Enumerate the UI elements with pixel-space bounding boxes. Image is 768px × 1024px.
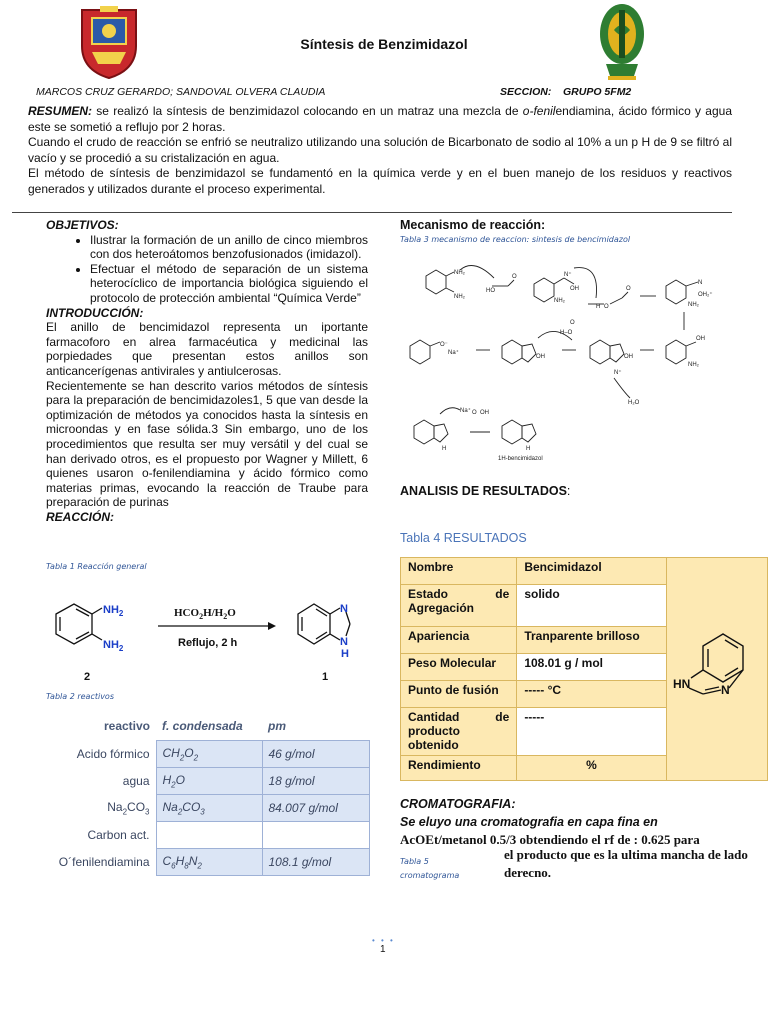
svg-text:O: O bbox=[570, 320, 575, 326]
cromatografia-line-2: AcOEt/metanol 0.5/3 obtendiendo el rf de : 0.625 para bbox=[400, 832, 700, 847]
seccion-value: GRUPO 5FM2 bbox=[563, 86, 632, 98]
svg-text:OH: OH bbox=[696, 336, 705, 342]
results-table bbox=[400, 557, 768, 781]
abstract-text-2: endiamina, ácido fórmico y agua este se sometió a reflujo por 2 horas. bbox=[28, 104, 733, 134]
result-value: Bencimidazol bbox=[517, 558, 666, 585]
objetivo-item: • Ilustrar la formación de un anillo de cinco miembros con dos heteroátomos benzofusionados (imidazol). bbox=[90, 233, 368, 262]
seccion-label: SECCION: bbox=[500, 86, 552, 98]
svg-text:N: N bbox=[698, 280, 703, 286]
result-label: Rendimiento bbox=[401, 756, 517, 781]
svg-text:O: O bbox=[472, 410, 477, 416]
cromatografia-heading: CROMATOGRAFIA: bbox=[400, 797, 516, 811]
table-row bbox=[401, 558, 768, 585]
introduccion-paragraph-1: El anillo de bencimidazol representa un iportante farmacoforo en alrea farmacéutica y medicinal las porpiedades que presentan estos anillos son anticancerígenas antivirales y antiulcerosas. bbox=[46, 320, 368, 378]
result-value: Tranparente brilloso bbox=[517, 627, 666, 654]
svg-text:O: O bbox=[512, 274, 517, 280]
reagent-formula: $Na_2CO_3$ bbox=[156, 795, 262, 822]
svg-text:OH: OH bbox=[536, 354, 545, 360]
table-4-caption: Tabla 4 RESULTADOS bbox=[400, 531, 527, 545]
reagents-table bbox=[46, 712, 370, 876]
objetivos-list bbox=[46, 233, 368, 306]
cromatografia-line-1: Se eluyo una cromatografia en capa fina en bbox=[400, 815, 658, 829]
result-value: 108.01 g / mol bbox=[517, 654, 666, 681]
reagent-name: O´fenilendiamina bbox=[58, 855, 150, 869]
mecanismo-heading: Mecanismo de reacción: bbox=[400, 218, 546, 232]
table-header-row bbox=[46, 712, 370, 741]
authors: MARCOS CRUZ GERARDO; SANDOVAL OLVERA CLAUDIA bbox=[36, 86, 326, 98]
table-3-caption: Tabla 3 mecanismo de reaccion: sintesis de bencimidazol bbox=[400, 235, 631, 244]
reagent-formula: $H_2O$ bbox=[156, 768, 262, 795]
analisis-colon: : bbox=[566, 484, 571, 498]
column-header: reactivo bbox=[103, 719, 150, 734]
svg-text:Na⁺: Na⁺ bbox=[448, 350, 459, 356]
svg-text:H–O: H–O bbox=[560, 330, 573, 336]
svg-text:O⁻: O⁻ bbox=[440, 342, 448, 348]
reagent-formula: $CH_2O_2$ bbox=[156, 741, 262, 768]
svg-text:HN: HN bbox=[672, 676, 691, 691]
column-header: pm bbox=[268, 719, 286, 733]
reagent-name: agua bbox=[122, 774, 150, 788]
o-phenylenediamine-structure bbox=[56, 604, 102, 644]
abstract-label: RESUMEN: bbox=[28, 104, 93, 118]
svg-text:N: N bbox=[720, 682, 730, 697]
divider bbox=[12, 212, 732, 213]
benzimidazole-structure-icon bbox=[667, 608, 767, 728]
page-dots: • • • bbox=[372, 936, 395, 945]
result-value: solido bbox=[517, 585, 666, 627]
page-number: 1 bbox=[380, 944, 386, 955]
svg-text:NH₂: NH₂ bbox=[454, 294, 465, 300]
nh2-label-top: $NH_2$ bbox=[103, 604, 124, 618]
reaccion-heading: REACCIÓN: bbox=[46, 509, 114, 524]
svg-text:H₂O: H₂O bbox=[628, 400, 640, 406]
result-value: % bbox=[517, 756, 666, 781]
reagent-name: $Na_2CO_3$ bbox=[107, 799, 150, 817]
svg-text:OH: OH bbox=[570, 286, 579, 292]
seccion bbox=[500, 86, 631, 98]
compound-product-number: 1 bbox=[322, 671, 329, 683]
svg-text:NH₂: NH₂ bbox=[454, 270, 465, 276]
abstract-italic: o-fenil bbox=[522, 104, 556, 118]
objetivo-item: • Efectuar el método de separación de un sistema heterocíclico de importancia biológica siguiendo el protocolo de protección ambiental “Química Verde” bbox=[90, 262, 368, 306]
n-label-top: N bbox=[340, 603, 348, 615]
page-title: Síntesis de Benzimidazol bbox=[300, 36, 468, 52]
reaction-scheme bbox=[46, 590, 376, 686]
result-label: Cantidad de producto obtenido bbox=[401, 708, 517, 756]
reagent-pm: 84.007 g/mol bbox=[262, 795, 370, 822]
svg-text:NH₂: NH₂ bbox=[554, 298, 565, 304]
svg-text:NH₂: NH₂ bbox=[688, 302, 699, 308]
result-value: ----- °C bbox=[517, 681, 666, 708]
reagent-formula: $C_6H_8N_2$ bbox=[156, 849, 262, 876]
svg-text:H: H bbox=[526, 446, 531, 452]
reagent-pm: 108.1 g/mol bbox=[262, 849, 370, 876]
result-label: Punto de fusión bbox=[401, 681, 517, 708]
svg-text:H: H bbox=[596, 304, 601, 310]
n-label-bottom: N bbox=[340, 636, 348, 648]
reagent-top: $HCO_2H/H_2O$ bbox=[174, 607, 236, 621]
reagent-pm: 46 g/mol bbox=[262, 741, 370, 768]
abstract-paragraph-3: El método de síntesis de benzimidazol se fundamentó en la química verde y en el buen manejo de los residuos y reactivos generados y utilizados durante el proceso experimental. bbox=[28, 166, 732, 196]
introduccion-paragraph-2: Recientemente se han descrito varios métodos de síntesis para la preparación de bencimidazoles1, 5 que van desde la optimización de métodos ya conocidos hasta la síntesis en microondas y en fase sólida.3 Sin embargo, uno de los procedimientos que resulta ser muy versátil y del cual se han derivado otros, es el propuesto por Wagner y Millett, 6 quienes usaron o-fenilendiamina y ácido fórmico como materias primas, evocando la reacción de Traube para preparación de purinas bbox=[46, 378, 368, 510]
table-row bbox=[46, 768, 370, 795]
analisis-heading bbox=[400, 484, 570, 498]
introduccion-heading: INTRODUCCIÓN: bbox=[46, 305, 144, 320]
left-column bbox=[46, 218, 368, 524]
column-header: f. condensada bbox=[162, 719, 243, 733]
analisis-text: ANALISIS DE RESULTADOS bbox=[400, 484, 567, 498]
table-row bbox=[46, 741, 370, 768]
abstract-paragraph-2: Cuando el crudo de reacción se enfrió se neutralizo utilizando una solución de Bicarbonato de sodio al 10% a un p H de 9 se filtró al vacío y se procedió a su cristalización en agua. bbox=[28, 135, 732, 165]
table-row bbox=[46, 849, 370, 876]
result-label: Nombre bbox=[401, 558, 517, 585]
reagent-formula bbox=[156, 822, 262, 849]
svg-text:N⁺: N⁺ bbox=[564, 272, 572, 278]
result-label: Estado de Agregación bbox=[401, 585, 517, 627]
table-1-caption: Tabla 1 Reacción general bbox=[46, 562, 147, 571]
svg-text:OH₂⁺: OH₂⁺ bbox=[698, 292, 713, 298]
table-2-caption: Tabla 2 reactivos bbox=[46, 692, 114, 701]
svg-text:HO: HO bbox=[486, 288, 495, 294]
objetivos-heading: OBJETIVOS: bbox=[46, 218, 119, 232]
svg-text:OH: OH bbox=[480, 410, 489, 416]
table-5-caption: Tabla 5 cromatograma bbox=[400, 857, 460, 880]
svg-text:H: H bbox=[442, 446, 447, 452]
mechanism-diagram bbox=[404, 254, 768, 466]
svg-text:N⁺: N⁺ bbox=[614, 370, 622, 376]
reagent-pm: 18 g/mol bbox=[262, 768, 370, 795]
mechanism-product-label: 1H-bencimidazol bbox=[498, 456, 543, 462]
reagent-name: Carbon act. bbox=[87, 828, 150, 842]
reagent-pm bbox=[262, 822, 370, 849]
reagent-bottom: Reflujo, 2 h bbox=[178, 637, 238, 649]
svg-text:O: O bbox=[626, 286, 631, 292]
result-label: Peso Molecular bbox=[401, 654, 517, 681]
reagent-name: Acido fórmico bbox=[76, 747, 150, 761]
abstract-text: se realizó la síntesis de benzimidazol colocando en un matraz una mezcla de bbox=[92, 104, 523, 118]
svg-text:OH: OH bbox=[624, 354, 633, 360]
result-value: ----- bbox=[517, 708, 666, 756]
cromatografia-text bbox=[400, 813, 752, 849]
abstract bbox=[28, 104, 732, 197]
cromatografia-line-3: el producto que es la ultima mancha de lado derecno. bbox=[504, 847, 748, 880]
table-row bbox=[46, 795, 370, 822]
benzimidazole-image-cell bbox=[666, 558, 767, 781]
nh2-label-bottom: $NH_2$ bbox=[103, 639, 124, 653]
svg-text:Na⁺: Na⁺ bbox=[460, 408, 471, 414]
compound-start-number: 2 bbox=[84, 671, 91, 683]
result-label: Apariencia bbox=[401, 627, 517, 654]
h-label: H bbox=[341, 648, 349, 660]
table-row bbox=[46, 822, 370, 849]
svg-text:NH₂: NH₂ bbox=[688, 362, 699, 368]
svg-text:O: O bbox=[604, 304, 609, 310]
